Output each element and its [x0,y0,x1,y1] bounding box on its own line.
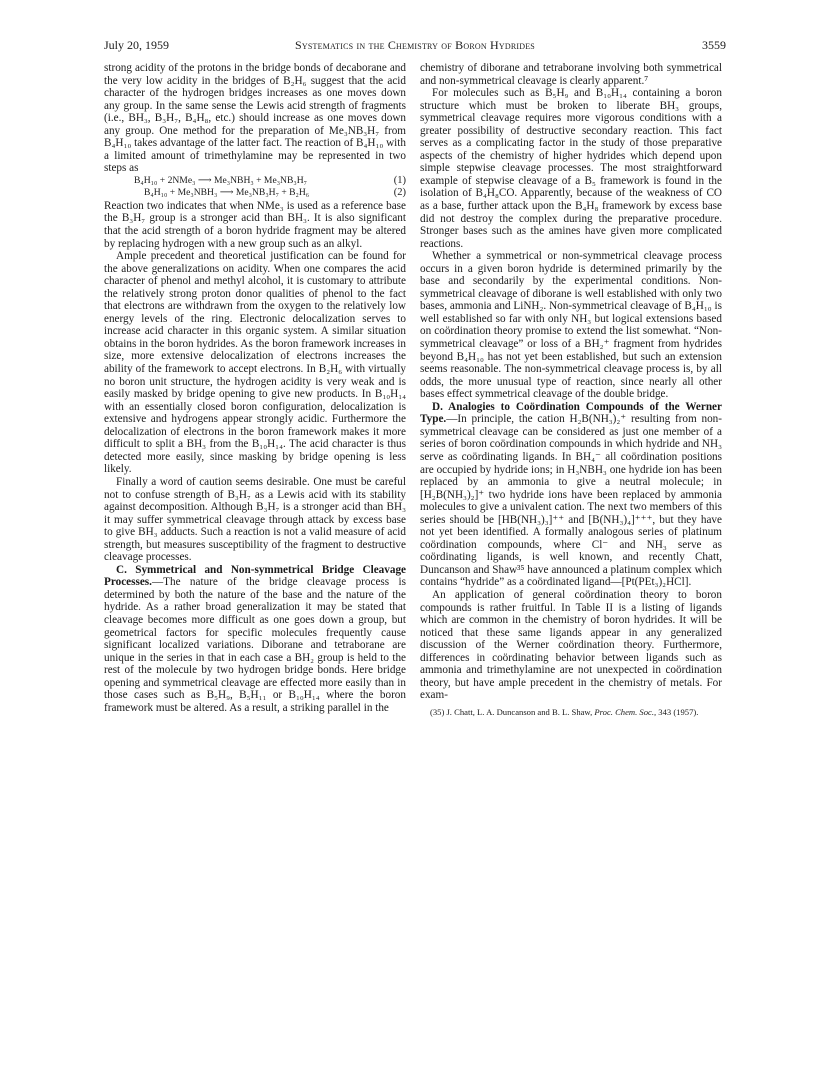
section-d-heading: D. Analogies to Coördination Compounds of the Werner Type. [420,400,722,426]
page-number: 3559 [702,38,726,52]
footnote-citation: 343 (1957). [658,706,699,717]
footnote-35 [420,707,722,718]
equation-2-text: B₄H₁₀ + Me₃NBH₃ ⟶ Me₃NB₃H₇ + B₂H₆ [144,187,310,199]
equation-1-number: (1) [393,174,406,186]
equation-2-number: (2) [393,187,406,199]
equation-1 [104,175,406,188]
header-title: Systematics in the Chemistry of Boron Hydrides [295,38,535,52]
section-c-text: —The nature of the bridge cleavage process is determined by both the nature of the base and the nature of the hydride. As a rather broad generalization it may be stated that cleavage becomes more difficult as one goes down a group, but geometrical factors for specific molecules frequently cause significant localized variations. Diborane and tetraborane are unique in the series in that in each case a BH₂ group is held to the rest of the molecule by two hydrogen bridge bonds. Here bridge opening and symmetrical cleavage are effected more easily than in those cases such as B₅H₉, B₅H₁₁ or B₁₀H₁₄ where the boron framework must be altered. As a result, a striking parallel in the [104,576,406,714]
footnote-authors: (35) J. Chatt, L. A. Duncanson and B. L. Shaw, [430,706,593,717]
footnote-journal: Proc. Chem. Soc., [594,706,657,717]
paragraph-cleavage-type: Whether a symmetrical or non-symmetrical cleavage process occurs in a given boron hydride is determined primarily by the base and secondarily by the experimental conditions. Non-symmetrical cleavage of diborane is well established with only two bases, ammonia and LiNH₂. Non-symmetrical cleavage of B₄H₁₀ is well established so far with only NH₃ but logical extensions based on coördination theory promise to extend the list somewhat. “Non-symmetrical cleavage” or loss of a BH₂⁺ fragment from hydrides beyond B₄H₁₀ has not yet been established, but such an extension seems reasonable. The non-symmetrical cleavage process is, by all odds, the more unusual type of reaction, since nearly all other bases effect symmetrical cleavage of the double bridge. [420,250,722,401]
paragraph-diborane-parallel: chemistry of diborane and tetraborane involving both symmetrical and non-symmetrical cleavage is clearly apparent.⁷ [420,62,722,87]
section-d-text: —In principle, the cation H₂B(NH₃)₂⁺ resulting from non-symmetrical cleavage can be considered as just one member of a series of boron coördination compounds in which hydride and NH₃ serve as coördinating ligands. In BH₄⁻ all coördination positions are occupied by hydride ions; in H₃NBH₃ one hydride ion has been replaced by an ammonia to give a neutral molecule; in [H₂B(NH₃)₂]⁺ two hydride ions have been replaced by ammonia molecules to give a univalent cation. The next two members of this series should be [HB(NH₃)₃]⁺⁺ and [B(NH₃)₄]⁺⁺⁺, but they have not yet been identified. A formally analogous series of platinum coördination compounds, where Cl⁻ and NH₃ serve as coördinating ligands, is well known, and recently Chatt, Duncanson and Shaw³⁵ have announced a platinum complex which contains “hydride” as a coördinated ligand—[Pt(PEt₃)₂HCl]. [420,413,722,589]
equation-2 [104,187,406,200]
running-header [104,37,726,53]
section-c-heading: C. Symmetrical and Non-symmetrical Bridge Cleavage Processes. [104,563,406,589]
header-date: July 20, 1959 [104,38,170,52]
paragraph-coordination-theory: An application of general coördination theory to boron compounds is rather fruitful. In Table II is a listing of ligands which are common in the chemistry of boron hydrides. It will be noticed that these same ligands appear in any generalized discussion of the Werner coördination theory. Furthermore, differences in coördinating behavior between ligands such as ammonia and trimethylamine are not unexpected in coördination theory, but have ample precedent in the chemistry of metals. For exam- [420,588,722,702]
section-c [104,564,406,715]
section-d [420,401,722,589]
paragraph-acidity-continued: strong acidity of the protons in the bridge bonds of decaborane and the very low acidity in the bridges of B₂H₆ suggest that the acid character of the hydrogen bridges increases as one moves down any group. In the same sense the Lewis acid strength of fragments (i.e., BH₃, B₃H₇, B₄H₈, etc.) should increase as one moves down any group. One method for the preparation of Me₃NB₃H₇ from B₄H₁₀ takes advantage of the latter fact. The reaction of B₄H₁₀ with a limited amount of trimethylamine may be represented in two steps as [104,62,406,175]
equation-1-text: B₄H₁₀ + 2NMe₃ ⟶ Me₃NBH₃ + Me₃NB₃H₇ [134,174,307,186]
paragraph-precedent: Ample precedent and theoretical justification can be found for the above generalizations on acidity. When one compares the acid character of phenol and methyl alcohol, it is customary to attribute the relatively strong proton donor qualities of phenol to the fact that electrons are withdrawn from the oxygen to the relatively low energy levels of the ring. Electronic delocalization serves to increase acid character in this organic system. A similar situation obtains in the boron hydrides. As the boron framework increases in size, more extensive delocalization of electrons increases the ability of the framework to accept electrons. In B₂H₆ with virtually no boron unit structure, the hydrogen acidity is very weak and is easily masked by bridge opening to give new products. In B₁₀H₁₄ with an essentially closed boron configuration, delocalization is extensive and hydrogens appear strongly acidic. Furthermore the delocalization of electrons in the boron framework makes it more difficult to split a BH₃ from the B₁₀H₁₄. The acid character is thus detected more easily, since masking by bridge opening is less likely. [104,250,406,476]
right-column [420,62,722,718]
paragraph-higher-hydrides: For molecules such as B₅H₉ and B₁₀H₁₄ containing a boron structure which must be broken to liberate BH₃ groups, symmetrical cleavage requires more vigorous conditions with a greater possibility of destructive secondary reaction. This fact serves as a complicating factor in the study of those preparative aspects of the chemistry of higher hydrides which depend upon simple stepwise cleavage processes. The most straightforward example of stepwise cleavage of a B₅ framework is found in the isolation of B₄H₈CO. Apparently, because of the weakness of CO as a base, further attack upon the B₄H₈ framework by excess base did not destroy the complex during the preparative procedure. Stronger bases such as the amines have given more complicated reactions. [420,87,722,250]
left-column [104,62,406,714]
paragraph-caution: Finally a word of caution seems desirable. One must be careful not to confuse strength of B₃H₇ as a Lewis acid with its stability against decomposition. Although B₃H₇ is a stronger acid than BH₃ it may suffer symmetrical cleavage through attack by excess base to give BH₃ adducts. Such a reaction is not a valid measure of acid strength, but measures susceptibility of the fragment to destructive cleavage processes. [104,475,406,564]
paragraph-reaction-two: Reaction two indicates that when NMe₃ is used as a reference base the B₃H₇ group is a stronger acid than BH₃. It is also significant that the acid strength of a boron hydride fragment may be altered by replacing hydrogen with a new group such as an alkyl. [104,199,406,250]
